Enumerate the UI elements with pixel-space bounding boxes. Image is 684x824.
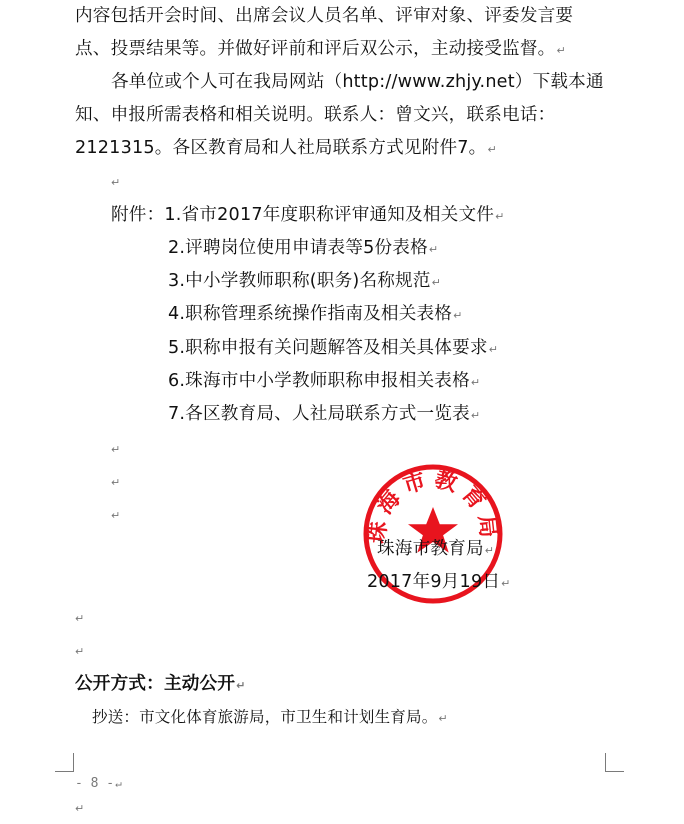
paragraph-mark: ↵ (115, 777, 122, 790)
paragraph-mark: ↵ (501, 577, 511, 590)
body-text-line: 点、投票结果等。并做好评前和评后双公示，主动接受监督。↵ (75, 39, 566, 59)
margin-corner-mark (605, 753, 624, 772)
paragraph-mark: ↵ (111, 176, 121, 189)
paragraph-mark: ↵ (487, 143, 497, 156)
attachment-item: 4.职称管理系统操作指南及相关表格↵ (168, 304, 463, 324)
issue-date: 2017年9月19日↵ (367, 572, 511, 592)
paragraph-mark: ↵ (111, 476, 121, 489)
body-text-line: 知、申报所需表格和相关说明。联系人：曾文兴，联系电话： (75, 105, 556, 125)
paragraph-mark: ↵ (488, 343, 499, 356)
paragraph-mark: ↵ (470, 376, 481, 389)
publicity-method: 公开方式：主动公开↵ (75, 674, 246, 694)
paragraph-mark: ↵ (75, 802, 85, 815)
cc-list: 抄送：市文化体育旅游局，市卫生和计划生育局。↵ (92, 708, 448, 726)
issuer-name: 珠海市教育局↵ (377, 539, 495, 559)
paragraph-mark: ↵ (556, 44, 566, 57)
paragraph-mark: ↵ (470, 409, 481, 422)
paragraph-mark: ↵ (495, 210, 505, 223)
attachment-item: 3.中小学教师职称(职务)名称规范↵ (168, 271, 442, 291)
attachment-item: 6.珠海市中小学教师职称申报相关表格↵ (168, 371, 481, 391)
attachments-label: 附件： (111, 205, 165, 225)
margin-corner-mark (55, 753, 74, 772)
attachment-item: 7.各区教育局、人社局联系方式一览表↵ (168, 404, 481, 424)
page-number: - 8 -↵ (75, 776, 122, 791)
paragraph-mark: ↵ (484, 544, 495, 557)
attachment-item: 2.评聘岗位使用申请表等5份表格↵ (168, 238, 439, 258)
svg-text:珠海市教育局: 珠海市教育局 (364, 467, 502, 545)
attachment-item: 附件：1.省市2017年度职称评审通知及相关文件↵ (111, 205, 505, 225)
paragraph-mark: ↵ (431, 276, 442, 289)
paragraph-mark: ↵ (453, 309, 463, 322)
body-text-line: 2121315。各区教育局和人社局联系方式见附件7。↵ (75, 138, 497, 158)
paragraph-mark: ↵ (75, 645, 85, 658)
body-text-line: 各单位或个人可在我局网站（http://www.zhjy.net）下载本通 (111, 72, 604, 92)
paragraph-mark: ↵ (111, 509, 121, 522)
paragraph-mark: ↵ (438, 712, 448, 725)
paragraph-mark: ↵ (236, 679, 246, 692)
body-text-line: 内容包括开会时间、出席会议人员名单、评审对象、评委发言要 (75, 6, 574, 26)
paragraph-mark: ↵ (75, 612, 85, 625)
paragraph-mark: ↵ (428, 243, 439, 256)
paragraph-mark: ↵ (111, 443, 121, 456)
attachment-item: 5.职称申报有关问题解答及相关具体要求↵ (168, 338, 499, 358)
